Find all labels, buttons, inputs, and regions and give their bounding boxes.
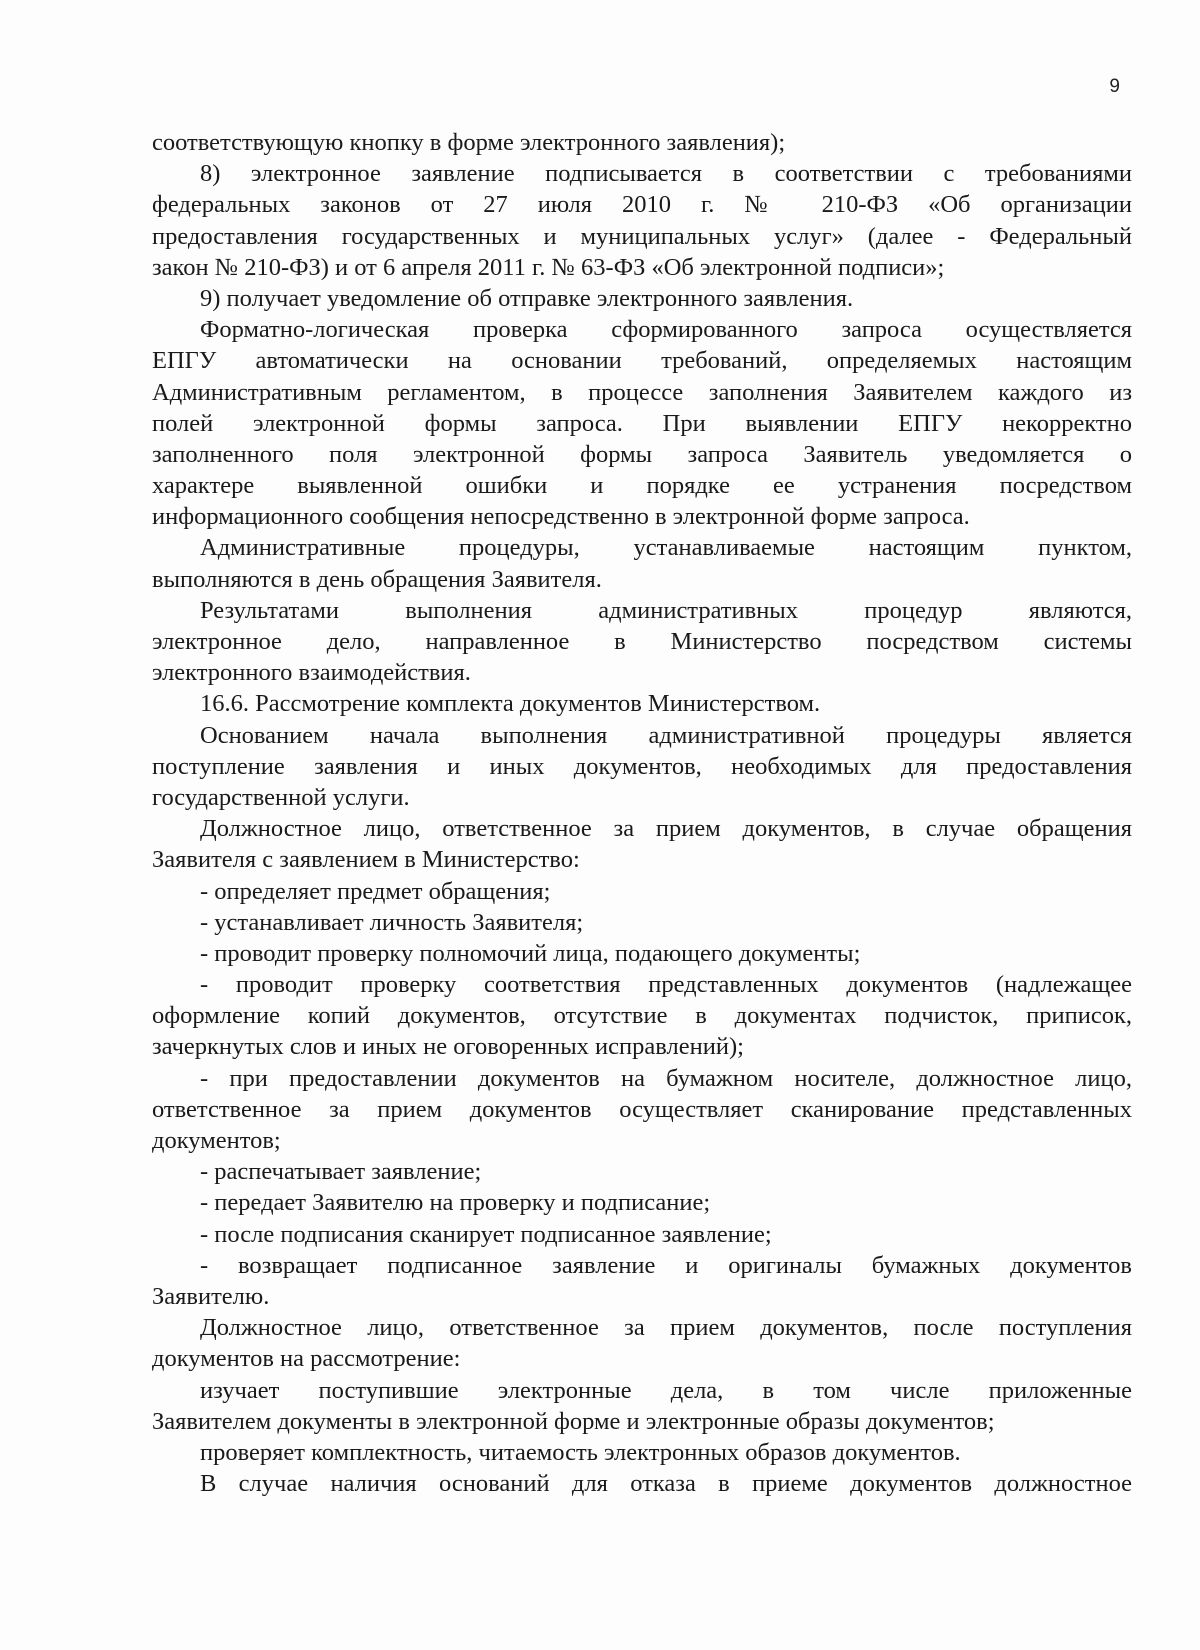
page-number: 9 (1109, 76, 1120, 97)
text-line: - после подписания сканирует подписанное заявление; (200, 1220, 772, 1248)
document-body (152, 127, 1132, 1499)
text-line: - возвращает подписанное заявление и оригиналы бумажных документов (200, 1251, 1132, 1279)
text-line: Административным регламентом, в процессе заполнения Заявителем каждого из (152, 378, 1132, 406)
text-line: оформление копий документов, отсутствие в документах подчисток, приписок, (152, 1002, 1132, 1030)
text-line: Результатами выполнения административных процедур являются, (200, 596, 1132, 624)
text-line: - передает Заявителю на проверку и подписание; (200, 1189, 711, 1217)
text-line: полей электронной формы запроса. При выявлении ЕПГУ некорректно (152, 409, 1132, 437)
text-line: - распечатывает заявление; (200, 1158, 482, 1186)
text-line: ЕПГУ автоматически на основании требований, определяемых настоящим (152, 347, 1132, 375)
text-line: государственной услуги. (152, 783, 410, 811)
text-line: закон № 210-ФЗ) и от 6 апреля 2011 г. № 63-ФЗ «Об электронной подписи»; (152, 253, 945, 281)
text-line: - проводит проверку полномочий лица, подающего документы; (200, 939, 861, 967)
text-line: ответственное за прием документов осуществляет сканирование представленных (152, 1095, 1132, 1123)
text-line: информационного сообщения непосредственно в электронной форме запроса. (152, 503, 970, 531)
text-line: Заявителя с заявлением в Министерство: (152, 846, 580, 874)
text-line: Форматно-логическая проверка сформированного запроса осуществляется (200, 316, 1132, 344)
text-line: Заявителю. (152, 1282, 270, 1310)
text-line: характере выявленной ошибки и порядке ее устранения посредством (152, 472, 1132, 500)
text-line: Должностное лицо, ответственное за прием документов, после поступления (200, 1314, 1132, 1342)
text-line: 9) получает уведомление об отправке электронного заявления. (200, 284, 854, 312)
text-line: заполненного поля электронной формы запроса Заявитель уведомляется о (152, 440, 1132, 468)
text-line: поступление заявления и иных документов, необходимых для предоставления (152, 752, 1132, 780)
text-line: электронное дело, направленное в Министерство посредством системы (152, 628, 1132, 655)
text-line: изучает поступившие электронные дела, в том числе приложенные (200, 1376, 1132, 1404)
text-line: 16.6. Рассмотрение комплекта документов Министерством. (200, 690, 821, 718)
text-line: Основанием начала выполнения административной процедуры является (200, 721, 1132, 749)
text-line: - устанавливает личность Заявителя; (200, 908, 584, 936)
text-line: Должностное лицо, ответственное за прием документов, в случае обращения (200, 815, 1132, 843)
text-line: выполняются в день обращения Заявителя. (152, 565, 602, 593)
text-line: соответствующую кнопку в форме электронного заявления); (152, 129, 786, 156)
text-line: - определяет предмет обращения; (200, 877, 551, 905)
text-line: документов на рассмотрение: (152, 1345, 461, 1373)
text-line: В случае наличия оснований для отказа в приеме документов должностное (200, 1470, 1132, 1498)
text-line: Заявителем документы в электронной форме и электронные образы документов; (152, 1407, 995, 1435)
text-line: зачеркнутых слов и иных не оговоренных исправлений); (152, 1033, 744, 1061)
text-line: предоставления государственных и муниципальных услуг» (далее - Федеральный (152, 222, 1132, 250)
text-line: 8) электронное заявление подписывается в соответствии с требованиями (200, 160, 1132, 188)
text-line: проверяет комплектность, читаемость электронных образов документов. (200, 1438, 961, 1466)
text-line: - проводит проверку соответствия представленных документов (надлежащее (200, 971, 1132, 999)
text-line: - при предоставлении документов на бумажном носителе, должностное лицо, (200, 1064, 1132, 1092)
text-line: электронного взаимодействия. (152, 659, 471, 687)
text-line: документов; (152, 1127, 281, 1154)
text-line: федеральных законов от 27 июля 2010 г. № 210-ФЗ «Об организации (152, 191, 1132, 219)
text-line: Административные процедуры, устанавливаемые настоящим пунктом, (200, 534, 1132, 562)
